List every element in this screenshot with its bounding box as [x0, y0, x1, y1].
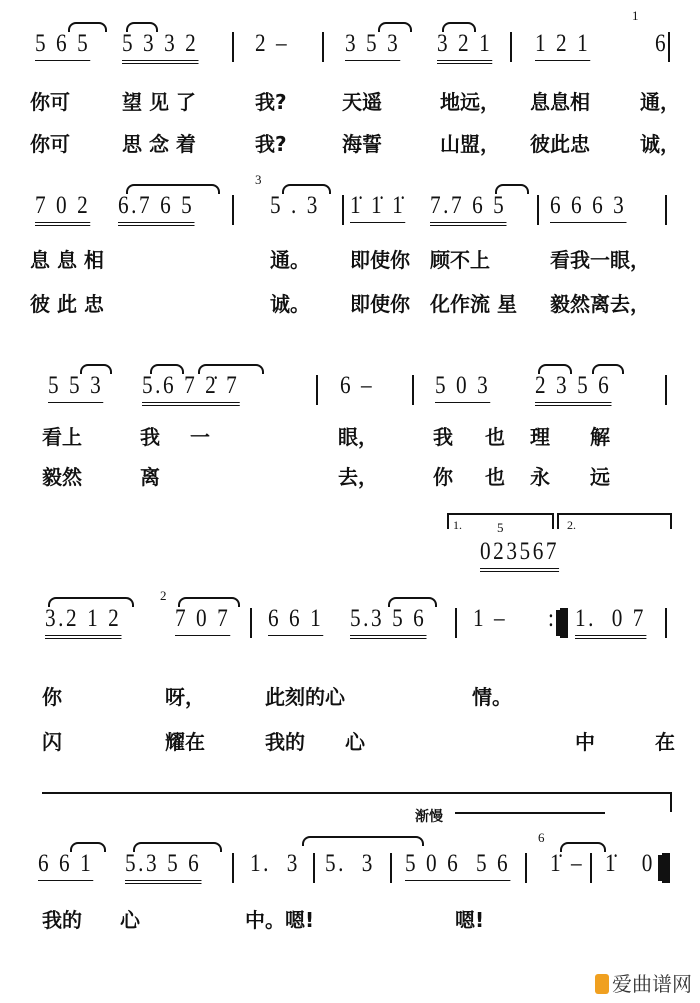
phrase-line-end: [670, 792, 672, 812]
slur: [68, 22, 107, 32]
lyric-verse-2: 我?: [255, 132, 287, 156]
lyric-verse-2: 中: [575, 730, 595, 754]
grace-note: 1: [632, 8, 639, 23]
lyric-verse-1: 理: [530, 425, 550, 449]
lyric-verse-2: 毅然离去，: [550, 292, 650, 316]
barline: [665, 195, 667, 225]
note-group: 1 2 1: [535, 30, 590, 61]
barline: [590, 853, 592, 883]
lyric-verse-2: 你: [433, 465, 453, 489]
lyric-verse-1: 中。嗯!: [245, 908, 315, 932]
note-group: 1̇ 0: [605, 850, 655, 877]
lyric-verse-2: 永: [530, 465, 550, 489]
lyric-verse-1: 我?: [255, 90, 287, 114]
note-group: 6: [655, 30, 669, 57]
barline: [232, 853, 234, 883]
note-group: 6 6 1: [268, 605, 323, 636]
barline: [313, 853, 315, 883]
grace-note: 5: [497, 520, 504, 535]
lyric-verse-1: 望 见 了: [122, 90, 196, 114]
lyric-verse-1: 情。: [472, 685, 512, 709]
lyric-verse-1: 你: [42, 685, 62, 709]
note-group: 3 5 3: [345, 30, 400, 61]
slur: [80, 364, 112, 374]
lyric-verse-2: 诚，: [640, 132, 680, 156]
volta-label: 2.: [567, 518, 576, 532]
lyric-verse-2: 彼此忠: [530, 132, 590, 156]
barline: [537, 195, 539, 225]
slur: [495, 184, 529, 194]
lyric-verse-1: 天遥: [342, 90, 382, 114]
lyric-verse-2: 你可: [30, 132, 70, 156]
note-group: :: [548, 605, 557, 632]
lyric-verse-1: 解: [590, 425, 610, 449]
lyric-verse-2: 离: [140, 465, 160, 489]
grace-note: 2: [160, 588, 167, 603]
grace-note: 3: [255, 172, 262, 187]
lyric-verse-2: 耀在: [165, 730, 205, 754]
note-group: 6 –: [340, 372, 375, 399]
lyric-verse-1: 呀，: [165, 685, 205, 709]
note-group: 5 0 6 5 6: [405, 850, 510, 881]
lyric-verse-2: 海誓: [342, 132, 382, 156]
note-group: 3 2 1: [437, 30, 492, 64]
lyric-verse-1: 即使你: [350, 248, 410, 272]
lyric-verse-2: 化作流 星: [430, 292, 517, 316]
slur: [133, 842, 222, 852]
lyric-verse-2: 我的: [265, 730, 305, 754]
note-group: 6 6 6 3: [550, 192, 626, 223]
note-group: 6 6 1: [38, 850, 93, 881]
barline: [232, 32, 234, 62]
lyric-verse-1: 也: [485, 425, 505, 449]
barline: [342, 195, 344, 225]
note-group: 5 0 3: [435, 372, 490, 403]
note-group: 5 3 3 2: [122, 30, 198, 64]
note-group: 1 –: [473, 605, 508, 632]
lyric-verse-1: 一: [190, 425, 210, 449]
barline: [232, 195, 234, 225]
lyric-verse-2: 毅然: [42, 465, 82, 489]
lyric-verse-1: 嗯!: [455, 908, 485, 932]
lyric-verse-1: 顾不上: [430, 248, 490, 272]
barline: [250, 608, 252, 638]
note-group: 7.7 6 5: [430, 192, 506, 226]
lyric-verse-1: 我的: [42, 908, 82, 932]
note-group: 6.7 6 5: [118, 192, 194, 226]
lyric-verse-2: 彼 此 忠: [30, 292, 104, 316]
note-group: 2 3 5 6: [535, 372, 611, 406]
lyric-verse-1: 此刻的心: [265, 685, 345, 709]
slur: [126, 22, 158, 32]
lyric-verse-2: 即使你: [350, 292, 410, 316]
slur: [442, 22, 476, 32]
tempo-marking: 渐慢: [415, 809, 443, 825]
note-group: 7 0 2: [35, 192, 90, 226]
lyric-verse-1: 我: [433, 425, 453, 449]
barline: [412, 375, 414, 405]
lyric-verse-2: 在: [655, 730, 675, 754]
phrase-line: [42, 792, 672, 794]
barline: [668, 32, 670, 62]
barline: [510, 32, 512, 62]
barline: [665, 608, 667, 638]
slur: [592, 364, 624, 374]
note-group: 023567: [480, 538, 559, 572]
volta-bracket: [447, 513, 554, 529]
lyric-verse-2: 心: [345, 730, 365, 754]
note-group: 5 5 3: [48, 372, 103, 403]
lyric-verse-2: 也: [485, 465, 505, 489]
slur: [198, 364, 264, 374]
final-repeat-barline: [560, 608, 568, 638]
note-group: 1. 3: [250, 850, 300, 877]
watermark-text: 爱曲谱网: [612, 972, 692, 996]
lyric-verse-1: 心: [120, 908, 140, 932]
slur: [178, 597, 240, 607]
barline: [665, 375, 667, 405]
slur: [126, 184, 220, 194]
lyric-verse-2: 远: [590, 465, 610, 489]
slur: [538, 364, 572, 374]
barline: [525, 853, 527, 883]
note-group: 2 –: [255, 30, 290, 57]
lyric-verse-1: 你可: [30, 90, 70, 114]
note-group: 1̇ 1̇ 1̇: [350, 192, 405, 223]
lyric-verse-1: 看上: [42, 425, 82, 449]
note-group: 5.3 5 6: [350, 605, 426, 639]
volta-label: 1.: [453, 518, 462, 532]
lyric-verse-2: 诚。: [270, 292, 310, 316]
lyric-verse-1: 看我一眼，: [550, 248, 650, 272]
slur: [388, 597, 437, 607]
barline: [455, 608, 457, 638]
note-group: 7 0 7: [175, 605, 230, 636]
note-group: 5.3 5 6: [125, 850, 201, 884]
note-group: 5.6 7 2̇ 7: [142, 372, 239, 406]
lyric-verse-1: 地远，: [440, 90, 500, 114]
lyric-verse-2: 去，: [338, 465, 378, 489]
slur: [70, 842, 106, 852]
lyric-verse-1: 眼，: [338, 425, 378, 449]
lyric-verse-1: 我: [140, 425, 160, 449]
slur: [560, 842, 606, 852]
long-slur: [302, 836, 424, 846]
lyric-verse-2: 山盟，: [440, 132, 500, 156]
slur: [48, 597, 134, 607]
music-note-logo-icon: [595, 974, 609, 994]
final-barline: [662, 853, 670, 883]
note-group: 3.2 1 2: [45, 605, 121, 639]
lyric-verse-1: 息 息 相: [30, 248, 104, 272]
lyric-verse-2: 思 念 着: [122, 132, 196, 156]
note-group: 1. 0 7: [575, 605, 646, 639]
slur: [282, 184, 331, 194]
lyric-verse-1: 息息相: [530, 90, 590, 114]
slur: [150, 364, 184, 374]
lyric-verse-2: 闪: [42, 730, 62, 754]
note-group: 1̇ –: [550, 850, 585, 877]
grace-note: 6: [538, 830, 545, 845]
note-group: 5 . 3: [270, 192, 320, 219]
lyric-verse-1: 通。: [270, 248, 310, 272]
note-group: 5 6 5: [35, 30, 90, 61]
note-group: 5. 3: [325, 850, 375, 877]
barline: [390, 853, 392, 883]
ritardando-bracket: [455, 812, 605, 814]
watermark: [595, 968, 692, 997]
barline: [322, 32, 324, 62]
barline: [316, 375, 318, 405]
lyric-verse-1: 通，: [640, 90, 680, 114]
slur: [378, 22, 412, 32]
